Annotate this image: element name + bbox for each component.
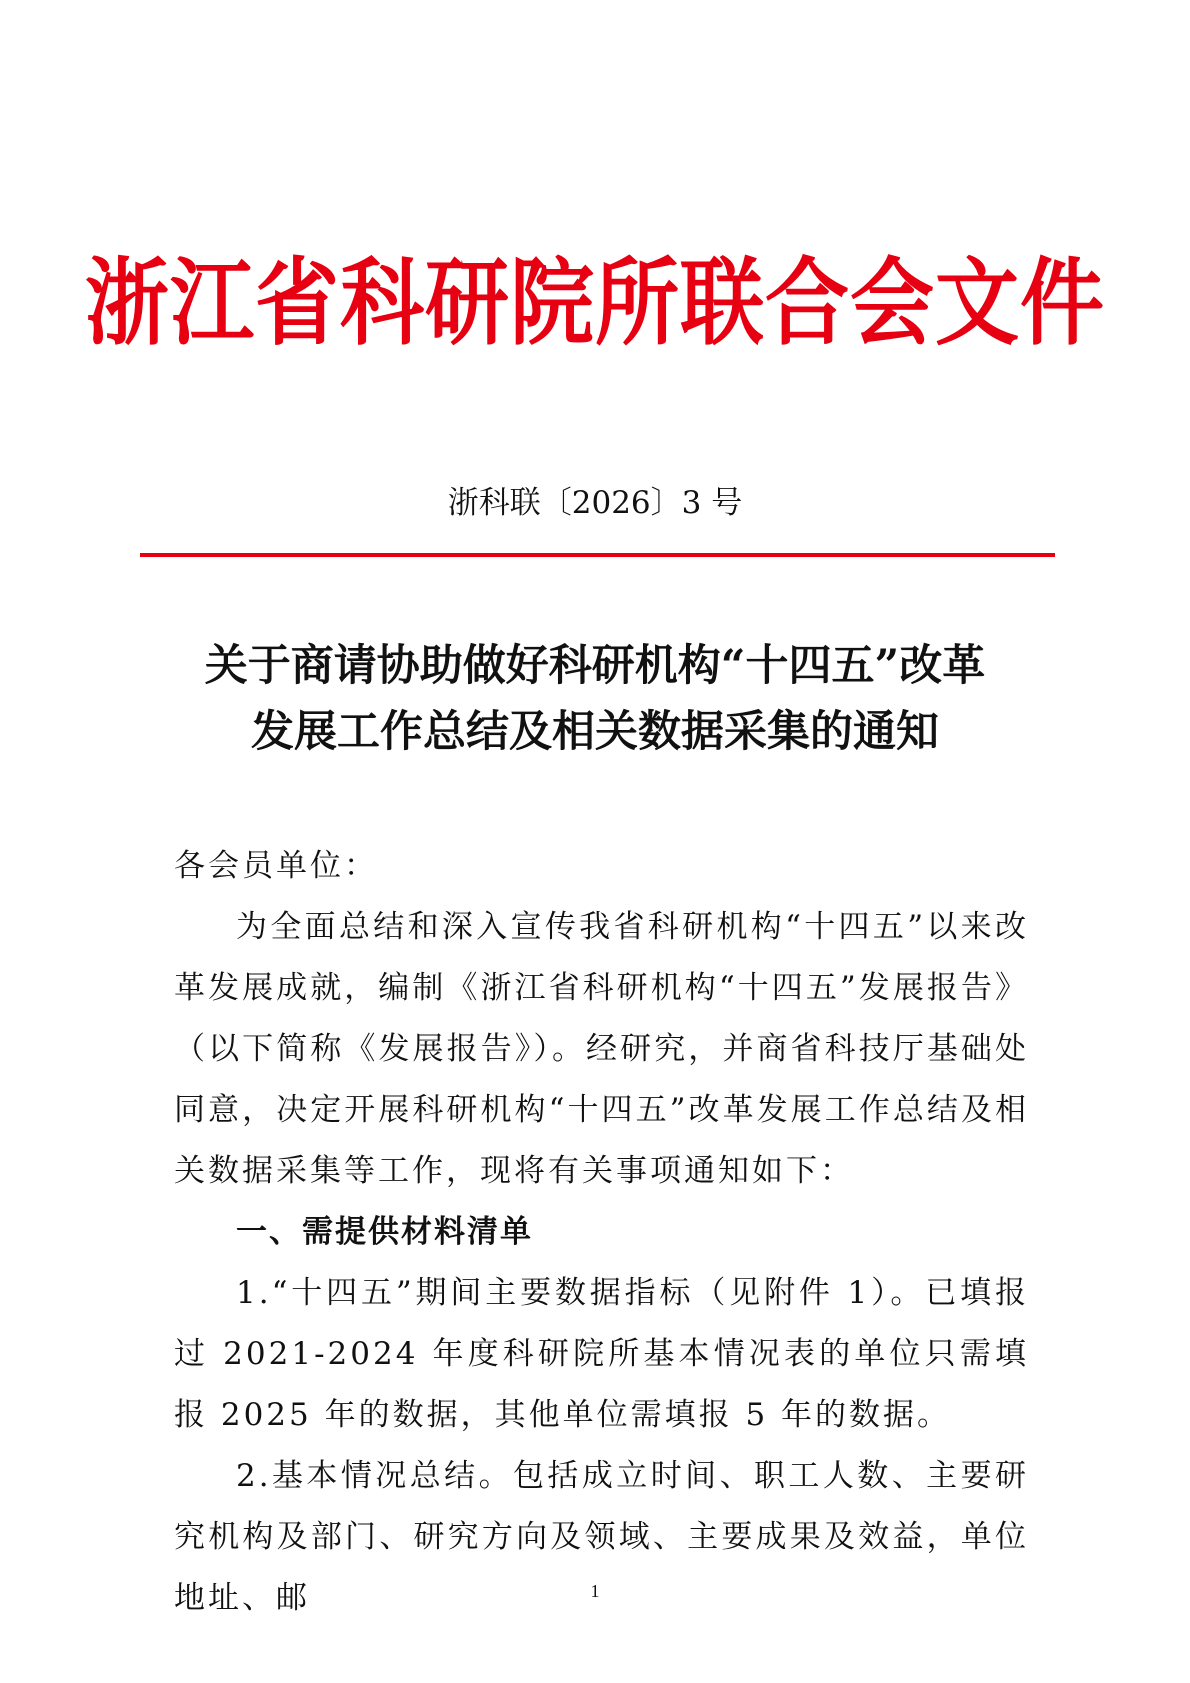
- red-divider: [140, 553, 1055, 557]
- notice-body: [174, 836, 1029, 1629]
- page-number: 1: [590, 1581, 600, 1601]
- document-number: 浙科联〔2026〕3 号: [447, 485, 743, 521]
- section-heading: 一、需提供材料清单: [236, 1214, 533, 1250]
- notice-title-line-2: 发展工作总结及相关数据采集的通知: [251, 707, 939, 757]
- notice-title: [0, 633, 1190, 765]
- list-item-2: 2.基本情况总结。包括成立时间、职工人数、主要研究机构及部门、研究方向及领域、主要成果及效益，单位地址、邮: [174, 1458, 1029, 1616]
- notice-title-line-1: 关于商请协助做好科研机构“十四五”改革: [204, 641, 986, 691]
- salutation: 各会员单位：: [174, 848, 378, 884]
- masthead-title: 浙江省科研院所联合会文件: [84, 247, 1105, 358]
- intro-paragraph: 为全面总结和深入宣传我省科研机构“十四五”以来改革发展成就，编制《浙江省科研机构“十四五”发展报告》（以下简称《发展报告》）。经研究，并商省科技厅基础处同意，决定开展科研机构“十四五”改革发展工作总结及相关数据采集等工作，现将有关事项通知如下：: [174, 909, 1029, 1189]
- list-item-1: 1.“十四五”期间主要数据指标（见附件 1）。已填报过 2021-2024 年度科研院所基本情况表的单位只需填报 2025 年的数据，其他单位需填报 5 年的数据。: [174, 1275, 1029, 1433]
